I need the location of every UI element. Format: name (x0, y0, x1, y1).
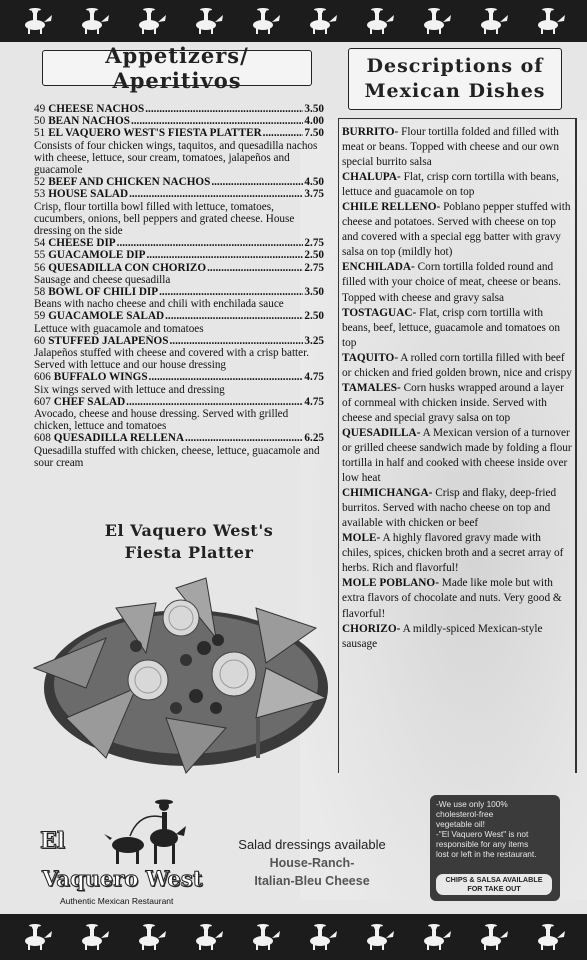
menu-item-number: 51 (34, 127, 46, 140)
notice-box (430, 795, 560, 901)
horse-rider-icon (532, 7, 568, 35)
bull-and-rider-icon (100, 790, 190, 870)
menu-item-number: 53 (34, 188, 46, 201)
menu-item-number: 58 (34, 286, 46, 299)
platter-title-line2: Fiesta Platter (124, 543, 254, 562)
horse-rider-icon (133, 923, 169, 951)
descriptions-heading-line1: Descriptions of (366, 55, 544, 77)
menu-item-leader (145, 103, 303, 115)
menu-item-price: 2.75 (304, 261, 324, 274)
descriptions-list (342, 125, 572, 652)
menu-item-price: 2.50 (304, 310, 324, 323)
menu-item-name: BUFFALO WINGS (53, 371, 148, 384)
menu-item (34, 286, 324, 298)
menu-item (34, 262, 324, 274)
platter-title-line1: El Vaquero West's (104, 521, 274, 540)
menu-item (34, 103, 324, 115)
platter-title (84, 520, 294, 564)
menu-item-price: 3.50 (304, 286, 324, 299)
dish-name: TOSTAGUAC- (342, 306, 417, 319)
notice-line: -"El Vaquero West" is not (436, 829, 529, 839)
dish-text: Flat, crisp corn tortilla with beans, beef, lettuce, guacamole and tomatoes on top (342, 306, 561, 349)
menu-item-price: 2.75 (304, 237, 324, 250)
dish-description (342, 200, 572, 260)
dish-description (342, 531, 572, 576)
menu-item-name: BEAN NACHOS (48, 115, 130, 128)
dish-name: TAQUITO- (342, 351, 399, 364)
fiesta-platter-photo (26, 568, 332, 784)
menu-item-price: 3.50 (304, 103, 324, 115)
menu-item-description: Jalapeños stuffed with cheese and covered with a crisp batter. Served with lettuce and our house dressing (34, 347, 310, 372)
logo-text-el: El (40, 828, 66, 854)
menu-item-price: 6.25 (304, 432, 324, 445)
menu-item (34, 127, 324, 139)
notice-line: responsible for any items (436, 839, 529, 849)
dish-description (342, 260, 572, 305)
menu-item-price: 3.25 (304, 334, 324, 347)
menu-item-name: HOUSE SALAD (48, 188, 129, 201)
menu-item-price: 3.75 (304, 188, 324, 201)
dish-name: TAMALES- (342, 381, 401, 394)
menu-item-price: 4.00 (304, 115, 324, 128)
menu-item-name: GUACAMOLE DIP (48, 249, 146, 262)
dish-name: CHALUPA- (342, 171, 401, 184)
menu-item-leader (185, 432, 303, 444)
menu-item-number: 52 (34, 176, 46, 189)
menu-item-leader (117, 237, 304, 249)
menu-item-number: 55 (34, 249, 46, 262)
horse-rider-icon (133, 7, 169, 35)
dish-description (342, 426, 572, 486)
horse-rider-icon (361, 7, 397, 35)
dish-text: A highly flavored gravy made with chiles, spices, chicken broth and a secret array of herbs. Rich and flavorful! (342, 532, 564, 575)
salad-dressings-info (228, 836, 396, 890)
menu-item-number: 49 (34, 103, 46, 115)
menu-item-number: 50 (34, 115, 46, 128)
salad-dressings-title: Salad dressings available (238, 837, 386, 852)
salad-dressings-options-line2: Italian-Bleu Cheese (254, 874, 370, 888)
chips-badge-line1: CHIPS & SALSA AVAILABLE (445, 875, 543, 884)
menu-item-leader (131, 115, 303, 127)
menu-item-description: Consists of four chicken wings, taquitos, and quesadilla nachos with cheese, lettuce, sour cream, tomatoes, jalapeños and guacamole (34, 139, 318, 177)
menu-item-leader (146, 249, 303, 261)
dish-text: Crisp and flaky, deep-fried burritos. Served with nacho cheese on top and available with chicken or beef (342, 487, 557, 530)
dish-name: ENCHILADA- (342, 261, 415, 274)
menu-item (34, 335, 324, 347)
dish-description (342, 381, 572, 426)
menu-item-number: 60 (34, 334, 46, 347)
dish-name: QUESADILLA- (342, 426, 421, 439)
menu-item-leader (207, 262, 303, 274)
dish-text: A Mexican version of a turnover or grilled cheese sandwich made by folding a flour tortilla in half and cooked with cheese inside over low heat (342, 426, 572, 485)
menu-item-leader (169, 335, 303, 347)
horse-rider-icon (19, 7, 55, 35)
menu-item-description: Sausage and cheese quesadilla (34, 273, 171, 286)
descriptions-heading (365, 54, 546, 104)
menu-item-name: QUESADILLA RELLENA (53, 432, 185, 445)
dish-text: A rolled corn tortilla filled with beef or chicken and fried golden brown, nice and crispy (342, 351, 572, 379)
horse-rider-icon (76, 923, 112, 951)
notice-line: vegetable oil! (436, 819, 485, 829)
menu-item-name: EL VAQUERO WEST'S FIESTA PLATTER (48, 127, 262, 140)
horse-rider-icon (304, 923, 340, 951)
menu-item (34, 371, 324, 383)
dish-text: Flat, crisp corn tortilla with beans, lettuce and guacamole on top (342, 171, 559, 199)
top-border-strip (0, 0, 587, 42)
horse-rider-icon (532, 923, 568, 951)
logo-text-name: Vaquero West (42, 866, 203, 891)
menu-item-number: 54 (34, 237, 46, 250)
menu-item-price: 4.50 (304, 176, 324, 189)
menu-item (34, 310, 324, 322)
notice-line: -We use only 100% (436, 799, 508, 809)
chips-salsa-badge (436, 874, 552, 895)
menu-item (34, 432, 324, 444)
dish-text: Poblano pepper stuffed with cheese and potatoes. Served with cheese on top and covered with a special egg batter with gravy salsa on top (mildly hot) (342, 201, 571, 259)
dish-description (342, 622, 572, 652)
menu-item (34, 237, 324, 249)
menu-item-description: Quesadilla stuffed with chicken, cheese, lettuce, guacamole and sour cream (34, 444, 320, 469)
horse-rider-icon (190, 7, 226, 35)
horse-rider-icon (304, 7, 340, 35)
menu-item-leader (129, 188, 303, 200)
menu-item-leader (126, 396, 303, 408)
menu-item-name: CHEF SALAD (53, 395, 126, 408)
dish-name: MOLE- (342, 532, 381, 545)
menu-item-leader (211, 176, 303, 188)
notice-line: lost or left in the restaurant. (436, 849, 537, 859)
bottom-border-strip (0, 914, 587, 960)
menu-item (34, 115, 324, 127)
menu-item-name: QUESADILLA CON CHORIZO (48, 261, 207, 274)
chips-badge-line2: FOR TAKE OUT (467, 883, 521, 893)
menu-item-name: GUACAMOLE SALAD (48, 310, 165, 323)
dish-name: MOLE POBLANO- (342, 577, 439, 590)
menu-item-name: BOWL OF CHILI DIP (48, 286, 159, 299)
horse-rider-icon (475, 923, 511, 951)
dish-name: CHILE RELLENO- (342, 201, 441, 214)
horse-rider-icon (418, 923, 454, 951)
horse-rider-icon (361, 923, 397, 951)
dish-text: A mildly-spiced Mexican-style sausage (342, 622, 543, 650)
menu-item-description: Avocado, cheese and house dressing. Served with grilled chicken, lettuce and tomatoes (34, 408, 289, 433)
appetizers-list (34, 103, 324, 469)
dish-text: Made like mole but with extra flavors of chocolate and nuts. Very good & flavorful! (342, 577, 562, 620)
menu-item-name: CHEESE NACHOS (48, 103, 145, 115)
menu-item-number: 607 (34, 395, 51, 408)
menu-item (34, 249, 324, 261)
descriptions-banner (348, 48, 562, 110)
dish-text: Corn tortilla folded round and filled with your choice of meat, cheese or beans. Topped with cheese and gravy salsa (342, 261, 561, 304)
dish-description (342, 125, 572, 170)
menu-item-name: CHEESE DIP (48, 237, 116, 250)
menu-item-leader (159, 286, 303, 298)
menu-item-number: 59 (34, 310, 46, 323)
dish-name: CHORIZO- (342, 622, 401, 635)
descriptions-heading-line2: Mexican Dishes (364, 80, 546, 102)
dish-description (342, 306, 572, 351)
menu-item-price: 4.75 (304, 371, 324, 384)
horse-rider-icon (76, 7, 112, 35)
notice-line: cholesterol-free (436, 809, 494, 819)
horse-rider-icon (247, 7, 283, 35)
menu-item-leader (165, 310, 303, 322)
menu-item-description: Crisp, flour tortilla bowl filled with lettuce, tomatoes, cucumbers, onions, bell peppers and grated cheese. House dressing on the side (34, 200, 295, 238)
appetizers-banner (42, 43, 312, 93)
dish-description (342, 351, 572, 381)
dish-description (342, 576, 572, 621)
menu-item-description: Lettuce with guacamole and tomatoes (34, 322, 204, 335)
menu-item-description: Six wings served with lettuce and dressing (34, 383, 225, 396)
logo-tagline: Authentic Mexican Restaurant (60, 896, 174, 906)
salad-dressings-options-line1: House-Ranch- (269, 856, 355, 870)
menu-item (34, 396, 324, 408)
menu-item-leader (263, 127, 304, 139)
menu-item (34, 188, 324, 200)
horse-rider-icon (19, 923, 55, 951)
menu-item-price: 4.75 (304, 395, 324, 408)
menu-item-price: 7.50 (304, 127, 324, 140)
menu-item-number: 608 (34, 432, 51, 445)
horse-rider-icon (190, 923, 226, 951)
restaurant-logo (30, 790, 215, 912)
dish-text: Corn husks wrapped around a layer of cornmeal with chicken inside. Served with cheese and special gravy salsa on top (342, 381, 564, 424)
menu-item-number: 606 (34, 371, 51, 384)
menu-item (34, 176, 324, 188)
dish-name: BURRITO- (342, 126, 399, 138)
menu-item-name: STUFFED JALAPEÑOS (48, 334, 169, 347)
appetizers-heading: Appetizers/ Aperitivos (105, 43, 249, 93)
dish-description (342, 486, 572, 531)
dish-name: CHIMICHANGA- (342, 487, 433, 500)
dish-text: Flour tortilla folded and filled with meat or beans. Topped with cheese and our own special burrito salsa (342, 126, 560, 169)
dish-description (342, 170, 572, 200)
menu-item-description: Beans with nacho cheese and chili with enchilada sauce (34, 298, 284, 311)
horse-rider-icon (418, 7, 454, 35)
menu-item-leader (149, 371, 304, 383)
horse-rider-icon (475, 7, 511, 35)
menu-item-price: 2.50 (304, 249, 324, 262)
menu-item-number: 56 (34, 261, 46, 274)
menu-item-name: BEEF AND CHICKEN NACHOS (48, 176, 211, 189)
horse-rider-icon (247, 923, 283, 951)
